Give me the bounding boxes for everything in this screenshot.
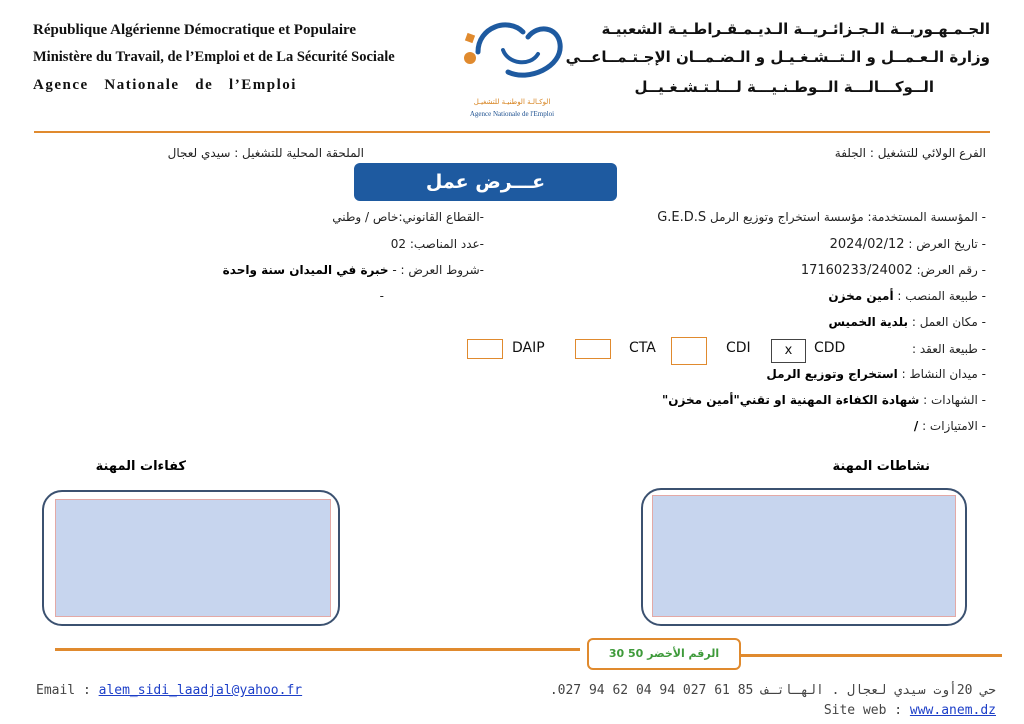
contract-option-cdd-checkbox[interactable]: x — [771, 339, 806, 363]
employer-label: - المؤسسة المستخدمة: مؤسسة استخراج وتوزيع الرمل — [710, 210, 986, 224]
position-field — [828, 289, 986, 303]
activity-field — [766, 367, 986, 381]
footer-site — [824, 703, 996, 718]
contract-option-daip-checkbox[interactable] — [467, 339, 503, 359]
logo-arabic-caption: الوكـالـة الوطنيـة للتشغيـل — [473, 98, 551, 106]
diplomas-label: - الشهادات : — [923, 393, 986, 407]
header-ar-agency: الــوكـــالـــة الــوطـنـيـــة لـــلـتـشـغـيــل — [634, 78, 934, 96]
green-number-badge: الرقم الأخضر 50 30 — [587, 638, 741, 670]
header-fr-republic: République Algérienne Démocratique et Populaire — [33, 22, 357, 38]
header-ar-ministry: وزارة الـعـمــل و الـتــشـغـيـل و الـضـمــان الإجـتـمــاعــي — [565, 48, 990, 66]
footer-email — [36, 683, 302, 698]
footer-site-label: Site web : — [823, 703, 910, 718]
offer-date-value: 2024/02/12 — [829, 237, 905, 252]
positions-count-label: -عدد المناصب: — [409, 237, 484, 251]
footer-line-right — [740, 654, 1002, 657]
logo-french-caption: Agence Nationale de l'Emploi — [469, 110, 555, 118]
activities-title: نشاطات المهنة — [832, 459, 930, 474]
skills-panel — [42, 490, 340, 626]
workplace-field — [829, 315, 986, 329]
skills-title: كفاءات المهنة — [95, 459, 186, 474]
legal-sector-value: خاص / وطني — [332, 210, 399, 224]
privileges-value: / — [913, 419, 919, 433]
extra-condition-field — [380, 289, 384, 303]
contract-option-daip-label: DAIP — [512, 340, 545, 356]
offer-date-label: - تاريخ العرض : — [908, 237, 986, 251]
anem-logo — [448, 12, 576, 124]
diplomas-value: شهادة الكفاءة المهنية او تقني"أمين مخزن" — [662, 393, 920, 407]
footer-site-link[interactable]: www.anem.dz — [909, 703, 996, 718]
contract-option-cdd-label: CDD — [814, 340, 846, 356]
activities-panel — [641, 488, 967, 626]
activity-value: استخراج وتوزيع الرمل — [766, 367, 898, 381]
branch-local-label: الملحقة المحلية للتشغيل : — [234, 146, 364, 160]
contract-option-cdi-label: CDI — [726, 340, 751, 356]
header-divider — [34, 131, 990, 133]
conditions-value: خبرة في الميدان سنة واحدة — [222, 263, 389, 277]
anem-logo-icon — [448, 12, 576, 94]
contract-option-cta-label: CTA — [629, 340, 656, 356]
offer-date-field — [830, 237, 986, 252]
extra-condition-label: - — [379, 289, 384, 303]
header-ar-republic: الجـمـهـوريــة الـجـزائـريــة الـديـمـقـراطـيـة الشعبيـة — [601, 20, 990, 38]
offer-number-value: 17160233/24002 — [800, 263, 913, 278]
skills-panel-content — [55, 499, 331, 617]
offer-number-field — [801, 263, 986, 278]
footer-line-left — [55, 648, 580, 651]
offer-number-label: - رقم العرض: — [916, 263, 986, 277]
contract-type-label: - طبيعة العقد : — [912, 342, 986, 356]
footer-address: حي 20أوت سيدي لعجال . الهـاتـف 85 61 027 94 04 62 94 027. — [549, 683, 996, 698]
privileges-label: - الامتيازات : — [922, 419, 986, 433]
legal-sector-field — [332, 210, 484, 224]
privileges-field — [914, 419, 986, 433]
positions-count-value: 02 — [390, 237, 406, 251]
employer-value: G.E.D.S — [657, 210, 707, 225]
contract-option-cta-checkbox[interactable] — [575, 339, 611, 359]
positions-count-field — [391, 237, 484, 251]
conditions-label: -شروط العرض : - — [392, 263, 484, 277]
diplomas-field — [662, 393, 986, 407]
contract-option-cdi-checkbox[interactable] — [671, 337, 707, 365]
position-value: أمين مخزن — [828, 289, 894, 303]
position-label: - طبيعة المنصب : — [897, 289, 986, 303]
workplace-label: - مكان العمل : — [911, 315, 986, 329]
conditions-field — [223, 263, 484, 277]
footer-email-label: Email : — [36, 683, 99, 698]
header-fr-agency: Agence Nationale de l’Emploi — [33, 77, 297, 93]
branch-local — [168, 146, 364, 160]
workplace-value: بلدية الخميس — [828, 315, 909, 329]
branch-wilaya — [835, 146, 986, 160]
header-fr-ministry: Ministère du Travail, de l’Emploi et de La Sécurité Sociale — [33, 49, 395, 65]
branch-wilaya-value: الجلفة — [834, 146, 867, 160]
employer-field — [657, 210, 986, 225]
branch-local-value: سيدي لعجال — [167, 146, 231, 160]
offer-title: عـــرض عمل — [354, 163, 617, 201]
activities-panel-content — [652, 495, 956, 617]
legal-sector-label: -القطاع القانوني: — [398, 210, 484, 224]
footer-email-link[interactable]: alem_sidi_laadjal@yahoo.fr — [98, 683, 303, 698]
branch-wilaya-label: الفرع الولائي للتشغيل : — [869, 146, 986, 160]
activity-label: - ميدان النشاط : — [901, 367, 986, 381]
